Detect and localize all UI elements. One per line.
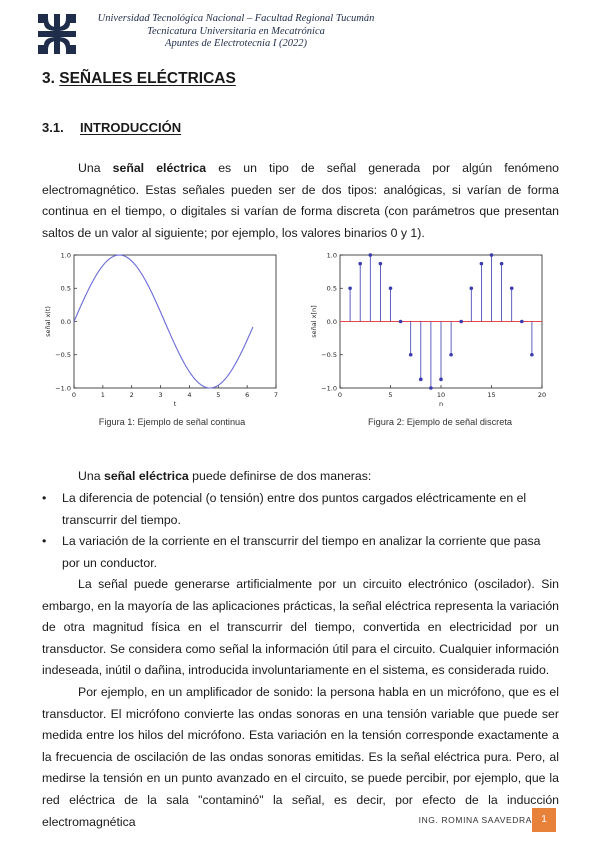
x-tick-label: 2	[129, 391, 134, 399]
stem-marker	[399, 320, 403, 324]
stem-marker	[530, 353, 534, 357]
x-tick-label: 7	[273, 391, 279, 399]
definition-list	[42, 488, 559, 574]
bullet-glyph: •	[42, 491, 47, 505]
x-tick-label: 10	[436, 391, 446, 399]
plot-frame	[74, 255, 276, 388]
y-tick-label: −1.0	[321, 384, 337, 393]
y-tick-label: 0.0	[60, 317, 71, 326]
subsection-number: 3.1.	[42, 120, 64, 135]
y-tick-label: 0.5	[326, 284, 337, 293]
page-number: 1	[532, 808, 556, 832]
intro-rest: es un tipo de señal generada por algún fenómeno electromagnético. Estas señales pueden ser de dos tipos: analógicas, si varían de forma continua en el tiempo, o digitales si varían de forma discreta (con parámetros que presentan saltos de un valor al siguiente; por ejemplo, los valores binarios 0 y 1).	[42, 161, 559, 240]
paragraph-4: Por ejemplo, en un amplificador de sonido: la persona habla en un micrófono, que es el transductor. El micrófono convierte las ondas sonoras en una tensión variable que puede ser medida entre los hilos del micrófono. Esta variación en la tensión corresponde exactamente a la frecuencia de oscilación de las ondas sonoras emitidas. Es la señal eléctrica pura. Pero, al medirse la tensión en un punto avanzado en el circuito, se puede percibir, por ejemplo, que la red eléctrica de la sala "contaminó" la señal, es decir, por efecto de la inducción electromagnética	[42, 684, 559, 829]
definition-intro	[42, 466, 559, 488]
x-tick-label: 0	[71, 391, 77, 399]
body-text	[42, 574, 559, 833]
stem-marker	[459, 320, 463, 324]
stem-marker	[470, 286, 474, 290]
y-tick-label: −0.5	[55, 351, 71, 360]
x-tick-label: 5	[388, 391, 393, 399]
bullet-2-text: La variación de la corriente en el transcurrir del tiempo en analizar la corriente que pasa por un conductor.	[62, 534, 541, 570]
stem-marker	[379, 262, 383, 266]
x-tick-label: 15	[487, 391, 496, 399]
stem-marker	[409, 353, 413, 357]
fig2-plot	[310, 251, 546, 408]
utn-logo-icon	[38, 14, 76, 54]
stem-marker	[389, 286, 393, 290]
stem-marker	[358, 262, 362, 266]
x-tick-label: 4	[187, 391, 192, 399]
figure-2-caption: Figura 2: Ejemplo de señal discreta	[367, 417, 512, 427]
section-title-text: SEÑALES ELÉCTRICAS	[59, 70, 236, 87]
footer-author: ING. ROMINA SAAVEDRA	[418, 815, 532, 825]
header-line-2: Tecnicatura Universitaria en Mecatrónica	[147, 25, 325, 37]
y-axis-label: señal x[n]	[310, 305, 318, 338]
y-tick-label: 0.0	[326, 317, 337, 326]
def-bold: señal eléctrica	[103, 469, 189, 483]
series-line	[74, 255, 253, 388]
y-tick-label: 1.0	[326, 251, 337, 260]
stem-marker	[348, 286, 352, 290]
x-tick-label: 3	[158, 391, 163, 399]
intro-start: Una	[78, 161, 113, 175]
fig1-plot	[44, 251, 278, 408]
stem-marker	[429, 386, 433, 390]
stem-marker	[490, 253, 494, 257]
y-tick-label: 0.5	[60, 284, 71, 293]
paragraph-3: La señal puede generarse artificialmente por un circuito electrónico (oscilador). Sin embargo, en la mayoría de las aplicaciones prácticas, la señal eléctrica representa la variación de otra magnitud física en el transcurrir del tiempo, convertida en electricidad por un transductor. Se considera como señal la información útil para el circuito. Cualquier información indeseada, inútil o dañina, introducida involuntariamente en el sistema, es considerada ruido.	[42, 577, 559, 678]
intro-paragraph	[42, 158, 559, 244]
stem-marker	[480, 262, 484, 266]
x-tick-label: 6	[245, 391, 250, 399]
y-tick-label: −1.0	[55, 384, 71, 393]
intro-bold: señal eléctrica	[112, 161, 207, 175]
x-tick-label: 5	[216, 391, 221, 399]
bullet-glyph: •	[42, 534, 47, 549]
x-tick-label: 1	[100, 391, 105, 399]
header-line-1: Universidad Tecnológica Nacional – Facultad Regional Tucumán	[97, 13, 375, 24]
list-item	[42, 488, 559, 531]
stem-marker	[449, 353, 453, 357]
list-item	[42, 531, 559, 574]
x-axis-label: n	[438, 400, 444, 408]
def-start: Una	[78, 469, 104, 483]
def-rest: puede definirse de dos maneras:	[188, 469, 372, 483]
stem-marker	[369, 253, 373, 257]
y-tick-label: −0.5	[321, 351, 337, 360]
y-axis-label: señal x(t)	[44, 306, 52, 337]
x-axis-label: t	[173, 400, 177, 408]
subsection-title-text: INTRODUCCIÓN	[80, 120, 182, 135]
x-tick-label: 20	[537, 391, 547, 399]
bullet-1-text: La diferencia de potencial (o tensión) entre dos puntos cargados eléctricamente en el transcurrir del tiempo.	[62, 491, 527, 527]
document-header	[86, 13, 386, 51]
stem-marker	[439, 378, 443, 382]
stem-marker	[500, 262, 504, 266]
stem-marker	[520, 320, 524, 324]
figure-2-chart	[308, 248, 558, 408]
figure-1-chart	[42, 248, 292, 408]
section-number: 3.	[42, 70, 55, 87]
x-tick-label: 0	[337, 391, 343, 399]
y-tick-label: 1.0	[60, 251, 71, 260]
header-line-3: Apuntes de Electrotecnia I (2022)	[165, 38, 307, 49]
stem-marker	[419, 378, 423, 382]
figure-1-caption: Figura 1: Ejemplo de señal continua	[98, 417, 246, 427]
section-title	[42, 70, 236, 88]
stem-marker	[510, 286, 514, 290]
subsection-title	[42, 120, 181, 135]
